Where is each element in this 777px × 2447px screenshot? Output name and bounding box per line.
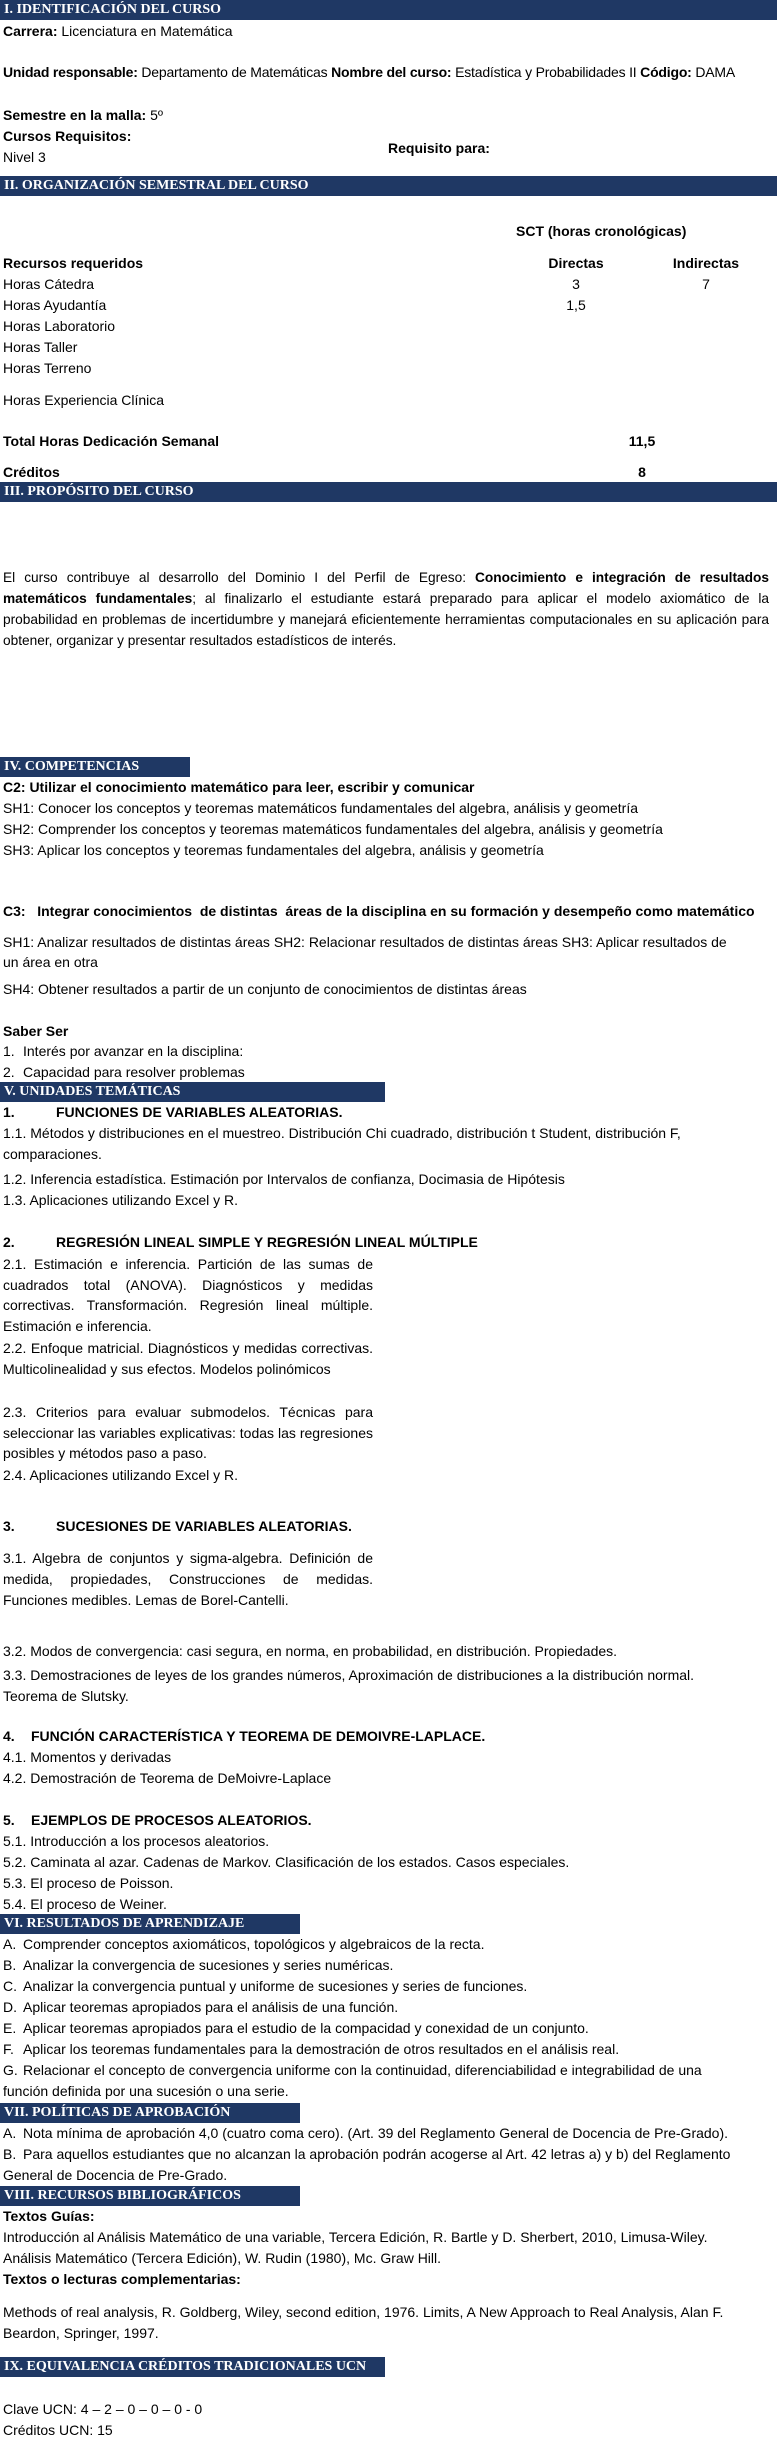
unit-title bbox=[3, 1103, 343, 1121]
list-letter: D. bbox=[3, 1999, 17, 2015]
clave-ucn: Clave UCN: 4 – 2 – 0 – 0 – 0 - 0 bbox=[3, 2401, 203, 2417]
textos-guias-item: Introducción al Análisis Matemático de una variable, Tercera Edición, R. Bartle y D. Sherbert, 2010, Limusa-Wiley. bbox=[3, 2229, 708, 2245]
topic-2-1: 2.1. Estimación e inferencia. Partición de las sumas de cuadrados total (ANOVA). Diagnósticos y medidas correctivas. Transformación. Regresión lineal múltiple. Estimación e inferencia. bbox=[3, 1256, 373, 1334]
resultado-text: Analizar la convergencia puntual y uniforme de sucesiones y series de funciones. bbox=[23, 1978, 528, 1994]
topic-3-2: 3.2. Modos de convergencia: casi segura, en norma, en probabilidad, en distribución. Propiedades. bbox=[3, 1643, 618, 1659]
unit-title bbox=[3, 1811, 312, 1829]
proposito-bold: Conocimiento e integración de resultados matemáticos fundamentales bbox=[3, 570, 769, 606]
directas-header: Directas bbox=[548, 255, 604, 271]
unidad-line bbox=[3, 63, 735, 81]
complementarias-item: Methods of real analysis, R. Goldberg, Wiley, second edition, 1976. Limits, A New Approach to Real Analysis, Alan F. bbox=[3, 2304, 724, 2320]
section-header-resultados: VI. RESULTADOS DE APRENDIZAJE bbox=[0, 1914, 300, 1934]
hours-row-directas: 1,5 bbox=[566, 297, 586, 313]
politica-item bbox=[3, 2145, 730, 2163]
unit-title bbox=[3, 1727, 485, 1745]
nombre-label: Nombre del curso: bbox=[331, 64, 452, 80]
unit-title-text: SUCESIONES DE VARIABLES ALEATORIAS. bbox=[56, 1518, 352, 1534]
resultado-item bbox=[3, 2040, 619, 2058]
unit-title-text: FUNCIÓN CARACTERÍSTICA Y TEOREMA DE DEMOIVRE-LAPLACE. bbox=[31, 1728, 486, 1744]
politica-item-cont: General de Docencia de Pre-Grado. bbox=[3, 2167, 228, 2183]
c2-sh3: SH3: Aplicar los conceptos y teoremas fundamentales del algebra, análisis y geometría bbox=[3, 842, 544, 858]
semestre-value: 5º bbox=[150, 107, 163, 123]
unit-title bbox=[3, 1233, 478, 1251]
resultado-text: Analizar la convergencia de sucesiones y series numéricas. bbox=[23, 1957, 394, 1973]
cursos-requisitos-value: Nivel 3 bbox=[3, 149, 46, 165]
section-header-recursos: VIII. RECURSOS BIBLIOGRÁFICOS bbox=[0, 2186, 300, 2206]
politica-item bbox=[3, 2124, 728, 2142]
list-number: 1. bbox=[3, 1043, 15, 1059]
carrera-label: Carrera: bbox=[3, 23, 58, 39]
resultado-text: Relacionar el concepto de convergencia uniforme con la continuidad, diferenciabilidad e integrabilidad de una bbox=[23, 2062, 702, 2078]
creditos-ucn: Créditos UCN: 15 bbox=[3, 2422, 113, 2438]
list-letter: G. bbox=[3, 2062, 18, 2078]
unit-title bbox=[3, 1517, 352, 1535]
topic-3-1: 3.1. Algebra de conjuntos y sigma-algebra. Definición de medida, propiedades, Construcciones de medidas. Funciones medibles. Lemas de Borel-Cantelli. bbox=[3, 1550, 373, 1608]
hours-row-label: Horas Experiencia Clínica bbox=[3, 392, 165, 408]
hours-row-indirectas: 7 bbox=[702, 276, 710, 292]
c3-line-1: SH1: Analizar resultados de distintas áreas SH2: Relacionar resultados de distintas áreas SH3: Aplicar resultados de bbox=[3, 934, 727, 950]
unit-number: 1. bbox=[3, 1104, 15, 1120]
topic-2-3: 2.3. Criterios para evaluar submodelos. Técnicas para seleccionar las variables explicativas: todas las regresiones posibles y métodos paso a paso. bbox=[3, 1404, 373, 1461]
textos-guias-item: Análisis Matemático (Tercera Edición), W. Rudin (1980), Mc. Graw Hill. bbox=[3, 2250, 442, 2266]
carrera-value: Licenciatura en Matemática bbox=[61, 23, 233, 39]
resultado-item bbox=[3, 1935, 484, 1953]
section-header-politicas: VII. POLÍTICAS DE APROBACIÓN bbox=[0, 2103, 300, 2123]
list-letter: A. bbox=[3, 2125, 17, 2141]
list-letter: E. bbox=[3, 2020, 17, 2036]
c2-title: C2: Utilizar el conocimiento matemático para leer, escribir y comunicar bbox=[3, 779, 475, 795]
unit-title-text: REGRESIÓN LINEAL SIMPLE Y REGRESIÓN LINEAL MÚLTIPLE bbox=[56, 1234, 478, 1250]
proposito-paragraph bbox=[3, 567, 769, 651]
saber-ser-item bbox=[3, 1042, 243, 1060]
hours-row-label: Horas Terreno bbox=[3, 360, 92, 376]
resultado-item bbox=[3, 1998, 398, 2016]
nombre-value: Estadística y Probabilidades II bbox=[455, 64, 637, 80]
resultado-item-cont: función definida por una sucesión o una serie. bbox=[3, 2083, 289, 2099]
topic-5-3: 5.3. El proceso de Poisson. bbox=[3, 1875, 174, 1891]
carrera-line bbox=[3, 22, 233, 40]
hours-row-label: Horas Cátedra bbox=[3, 276, 95, 292]
unit-number: 4. bbox=[3, 1728, 15, 1744]
saber-ser-item bbox=[3, 1063, 245, 1081]
list-letter: F. bbox=[3, 2041, 14, 2057]
c2-sh1: SH1: Conocer los conceptos y teoremas matemáticos fundamentales del algebra, análisis y geometría bbox=[3, 800, 638, 816]
creditos-value: 8 bbox=[638, 464, 646, 480]
requisito-para-label: Requisito para: bbox=[388, 140, 490, 156]
section-header-organizacion: II. ORGANIZACIÓN SEMESTRAL DEL CURSO bbox=[0, 176, 777, 196]
list-letter: B. bbox=[3, 1957, 17, 1973]
politica-text: Nota mínima de aprobación 4,0 (cuatro coma cero). (Art. 39 del Reglamento General de Docencia de Pre-Grado). bbox=[23, 2125, 729, 2141]
resultado-text: Aplicar teoremas apropiados para el análisis de una función. bbox=[23, 1999, 399, 2015]
topic-4-1: 4.1. Momentos y derivadas bbox=[3, 1749, 172, 1765]
topic-4-2: 4.2. Demostración de Teorema de DeMoivre-Laplace bbox=[3, 1770, 332, 1786]
complementarias-label: Textos o lecturas complementarias: bbox=[3, 2271, 241, 2287]
hours-row-label: Horas Laboratorio bbox=[3, 318, 116, 334]
politica-text: Para aquellos estudiantes que no alcanzan la aprobación podrán acogerse al Art. 42 letras a) y b) del Reglamento bbox=[23, 2146, 731, 2162]
topic-3-3-cont: Teorema de Slutsky. bbox=[3, 1688, 129, 1704]
indirectas-header: Indirectas bbox=[672, 255, 740, 271]
proposito-text-1: El curso contribuye al desarrollo del Dominio I del Perfil de Egreso: bbox=[3, 570, 476, 585]
hours-row-label: Horas Ayudantía bbox=[3, 297, 107, 313]
resultado-item bbox=[3, 2061, 702, 2079]
semestre-line bbox=[3, 106, 163, 124]
list-letter: A. bbox=[3, 1936, 17, 1952]
resultado-text: Comprender conceptos axiomáticos, topológicos y algebraicos de la recta. bbox=[23, 1936, 485, 1952]
recursos-label: Recursos requeridos bbox=[3, 255, 144, 271]
section-header-competencias: IV. COMPETENCIAS bbox=[0, 757, 190, 777]
topic-5-4: 5.4. El proceso de Weiner. bbox=[3, 1896, 167, 1912]
c3-line-2: un área en otra bbox=[3, 954, 98, 970]
semestre-label: Semestre en la malla: bbox=[3, 107, 147, 123]
resultado-item bbox=[3, 1956, 393, 1974]
hours-row-directas: 3 bbox=[572, 276, 580, 292]
section-header-proposito: III. PROPÓSITO DEL CURSO bbox=[0, 482, 777, 502]
topic-3-3: 3.3. Demostraciones de leyes de los grandes números, Aproximación de distribuciones a la distribución normal. bbox=[3, 1667, 695, 1683]
topic-1-1-cont: comparaciones. bbox=[3, 1146, 102, 1162]
list-letter: C. bbox=[3, 1978, 17, 1994]
resultado-item bbox=[3, 1977, 527, 1995]
section-header-identificacion: I. IDENTIFICACIÓN DEL CURSO bbox=[0, 0, 777, 20]
topic-2-4: 2.4. Aplicaciones utilizando Excel y R. bbox=[3, 1467, 239, 1483]
total-horas-value: 11,5 bbox=[628, 433, 656, 449]
complementarias-item-cont: Beardon, Springer, 1997. bbox=[3, 2325, 159, 2341]
topic-1-3: 1.3. Aplicaciones utilizando Excel y R. bbox=[3, 1192, 239, 1208]
topic-2-2: 2.2. Enfoque matricial. Diagnósticos y medidas correctivas. Multicolinealidad y sus efectos. Modelos polinómicos bbox=[3, 1340, 373, 1377]
proposito-text-2: ; al finalizarlo el estudiante estará preparado para aplicar el modelo axiomático de la probabilidad en problemas de incertidumbre y manejará eficientemente herramientas computacionales en su aplicación para obtener, organizar y presentar resultados estadísticos de interés. bbox=[3, 591, 769, 648]
hours-row-label: Horas Taller bbox=[3, 339, 78, 355]
resultado-text: Aplicar teoremas apropiados para el estudio de la compacidad y conexidad de un conjunto. bbox=[23, 2020, 589, 2036]
unit-number: 5. bbox=[3, 1812, 15, 1828]
codigo-value: DAMA bbox=[695, 64, 736, 80]
sct-label: SCT (horas cronológicas) bbox=[516, 223, 687, 239]
section-header-unidades: V. UNIDADES TEMÁTICAS bbox=[0, 1082, 385, 1102]
textos-guias-label: Textos Guías: bbox=[3, 2208, 95, 2224]
list-letter: B. bbox=[3, 2146, 17, 2162]
c2-sh2: SH2: Comprender los conceptos y teoremas matemáticos fundamentales del algebra, análisis y geometría bbox=[3, 821, 663, 837]
saber-ser-text: Capacidad para resolver problemas bbox=[23, 1064, 245, 1080]
c3-title: C3: Integrar conocimientos de distintas áreas de la disciplina en su formación y desempeño como matemático bbox=[3, 903, 755, 919]
saber-ser-label: Saber Ser bbox=[3, 1023, 69, 1039]
total-horas-label: Total Horas Dedicación Semanal bbox=[3, 433, 220, 449]
creditos-label: Créditos bbox=[3, 464, 60, 480]
topic-5-1: 5.1. Introducción a los procesos aleatorios. bbox=[3, 1833, 270, 1849]
unit-title-text: EJEMPLOS DE PROCESOS ALEATORIOS. bbox=[31, 1812, 312, 1828]
cursos-requisitos-label: Cursos Requisitos: bbox=[3, 128, 132, 144]
unidad-value: Departamento de Matemáticas bbox=[141, 64, 328, 80]
section-header-equivalencia: IX. EQUIVALENCIA CRÉDITOS TRADICIONALES UCN bbox=[0, 2357, 385, 2377]
topic-1-2: 1.2. Inferencia estadística. Estimación por Intervalos de confianza, Docimasia de Hipótesis bbox=[3, 1171, 565, 1187]
topic-5-2: 5.2. Caminata al azar. Cadenas de Markov. Clasificación de los estados. Casos especiales. bbox=[3, 1854, 570, 1870]
topic-1-1: 1.1. Métodos y distribuciones en el muestreo. Distribución Chi cuadrado, distribución t Student, distribución F, bbox=[3, 1125, 681, 1141]
resultado-item bbox=[3, 2019, 589, 2037]
unidad-label: Unidad responsable: bbox=[3, 64, 138, 80]
c3-sh4: SH4: Obtener resultados a partir de un conjunto de conocimientos de distintas áreas bbox=[3, 981, 527, 997]
resultado-text: Aplicar los teoremas fundamentales para la demostración de otros resultados en el análisis real. bbox=[23, 2041, 620, 2057]
unit-number: 2. bbox=[3, 1234, 15, 1250]
saber-ser-text: Interés por avanzar en la disciplina: bbox=[23, 1043, 244, 1059]
codigo-label: Código: bbox=[640, 64, 692, 80]
unit-title-text: FUNCIONES DE VARIABLES ALEATORIAS. bbox=[56, 1104, 343, 1120]
unit-number: 3. bbox=[3, 1518, 15, 1534]
list-number: 2. bbox=[3, 1064, 15, 1080]
